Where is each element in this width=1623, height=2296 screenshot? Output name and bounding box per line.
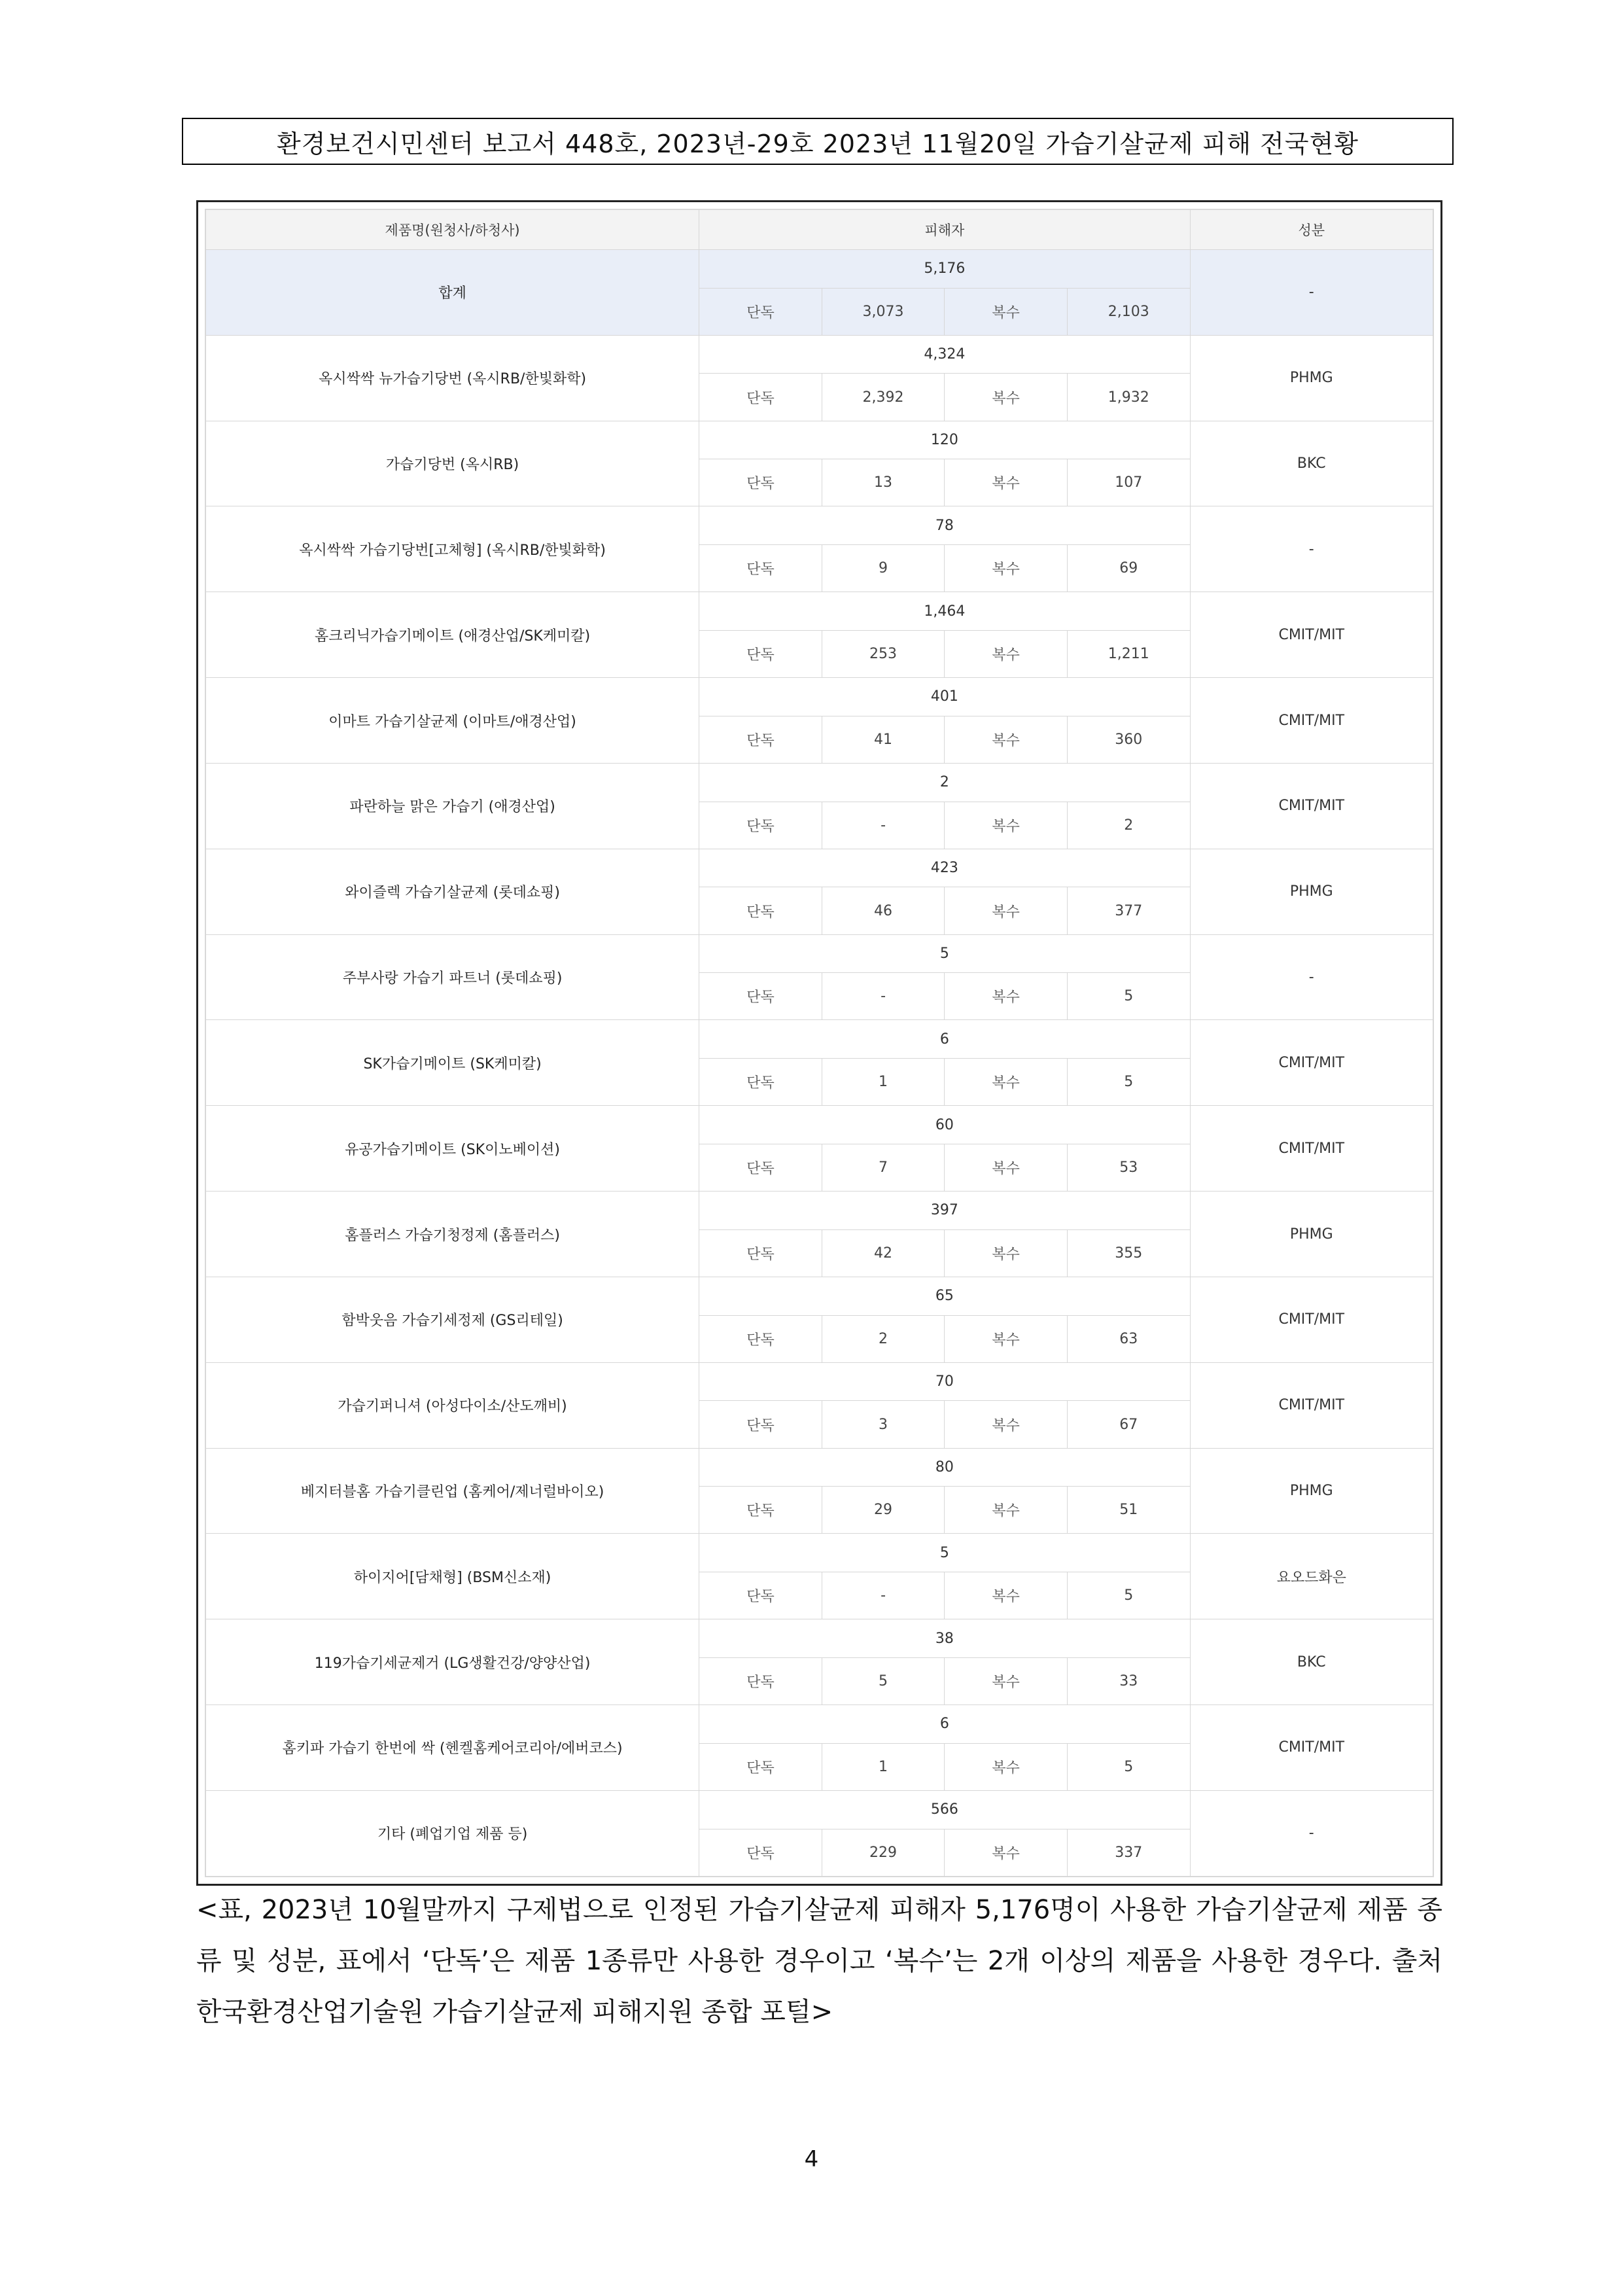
multi-count: 67 bbox=[1067, 1401, 1190, 1448]
single-label: 단독 bbox=[699, 1829, 822, 1876]
single-count: 3,073 bbox=[822, 288, 945, 335]
table-row bbox=[206, 1534, 1433, 1572]
multi-label: 복수 bbox=[945, 1059, 1068, 1106]
product-name: 합계 bbox=[206, 250, 699, 336]
report-header bbox=[182, 118, 1454, 165]
single-count: - bbox=[822, 802, 945, 849]
table-caption: <표, 2023년 10월말까지 구제법으로 인정된 가습기살균제 피해자 5,176명이 사용한 가습기살균제 제품 종류 및 성분, 표에서 ‘단독’은 제품 1종류만 사용한 경우이고 ‘복수’는 2개 이상의 제품을 사용한 경우다. 출처 한국환경산업기술원 가습기살균제 피해지원 종합 포털> bbox=[196, 1895, 1442, 2027]
victim-total: 5 bbox=[699, 1534, 1190, 1572]
single-count: 2 bbox=[822, 1315, 945, 1362]
single-count: 3 bbox=[822, 1401, 945, 1448]
product-name: 119가습기세균제거 (LG생활건강/양양산업) bbox=[206, 1619, 699, 1705]
product-name: 파란하늘 맑은 가습기 (애경산업) bbox=[206, 763, 699, 849]
product-name: 옥시싹싹 가습기당번[고체형] (옥시RB/한빛화학) bbox=[206, 506, 699, 592]
single-label: 단독 bbox=[699, 545, 822, 592]
multi-label: 복수 bbox=[945, 1829, 1068, 1876]
multi-count: 107 bbox=[1067, 459, 1190, 506]
multi-count: 5 bbox=[1067, 973, 1190, 1020]
single-label: 단독 bbox=[699, 887, 822, 934]
table-row bbox=[206, 1020, 1433, 1059]
multi-label: 복수 bbox=[945, 630, 1068, 677]
ingredient: PHMG bbox=[1190, 1448, 1433, 1534]
multi-label: 복수 bbox=[945, 1572, 1068, 1619]
table-row bbox=[206, 250, 1433, 289]
single-label: 단독 bbox=[699, 1059, 822, 1106]
single-label: 단독 bbox=[699, 973, 822, 1020]
victim-total: 120 bbox=[699, 421, 1190, 459]
single-count: 42 bbox=[822, 1229, 945, 1277]
multi-count: 2,103 bbox=[1067, 288, 1190, 335]
table-row bbox=[206, 1106, 1433, 1144]
victim-total: 5 bbox=[699, 934, 1190, 973]
single-label: 단독 bbox=[699, 1572, 822, 1619]
product-name: 홈키파 가습기 한번에 싹 (헨켈홈케어코리아/에버코스) bbox=[206, 1705, 699, 1791]
table-header-row bbox=[206, 210, 1433, 250]
multi-count: 1,932 bbox=[1067, 374, 1190, 421]
single-count: 7 bbox=[822, 1144, 945, 1191]
single-count: 9 bbox=[822, 545, 945, 592]
multi-count: 63 bbox=[1067, 1315, 1190, 1362]
victim-total: 4,324 bbox=[699, 335, 1190, 374]
multi-label: 복수 bbox=[945, 1657, 1068, 1704]
page-number: 4 bbox=[804, 2146, 819, 2172]
product-name: 옥시싹싹 뉴가습기당번 (옥시RB/한빛화학) bbox=[206, 335, 699, 421]
table-row bbox=[206, 678, 1433, 716]
single-count: 5 bbox=[822, 1657, 945, 1704]
single-count: 2,392 bbox=[822, 374, 945, 421]
table-row bbox=[206, 1790, 1433, 1829]
table-row bbox=[206, 1705, 1433, 1744]
table-row bbox=[206, 1192, 1433, 1230]
product-name: 가습기당번 (옥시RB) bbox=[206, 421, 699, 506]
victim-total: 566 bbox=[699, 1790, 1190, 1829]
ingredient: PHMG bbox=[1190, 335, 1433, 421]
ingredient: - bbox=[1190, 250, 1433, 336]
ingredient: 요오드화은 bbox=[1190, 1534, 1433, 1619]
single-label: 단독 bbox=[699, 716, 822, 763]
ingredient: CMIT/MIT bbox=[1190, 1106, 1433, 1192]
multi-label: 복수 bbox=[945, 1315, 1068, 1362]
ingredient: CMIT/MIT bbox=[1190, 592, 1433, 678]
product-name: 유공가습기메이트 (SK이노베이션) bbox=[206, 1106, 699, 1192]
table-row bbox=[206, 763, 1433, 802]
product-name: 하이지어[담채형] (BSM신소재) bbox=[206, 1534, 699, 1619]
multi-count: 51 bbox=[1067, 1487, 1190, 1534]
product-name: 홈크리닉가습기메이트 (애경산업/SK케미칼) bbox=[206, 592, 699, 678]
table-row bbox=[206, 1448, 1433, 1487]
ingredient: CMIT/MIT bbox=[1190, 1277, 1433, 1362]
ingredient: CMIT/MIT bbox=[1190, 678, 1433, 764]
table-row bbox=[206, 1619, 1433, 1658]
victim-total: 5,176 bbox=[699, 250, 1190, 289]
victim-total: 65 bbox=[699, 1277, 1190, 1315]
single-label: 단독 bbox=[699, 1401, 822, 1448]
single-count: 253 bbox=[822, 630, 945, 677]
table-row bbox=[206, 592, 1433, 631]
table-row bbox=[206, 849, 1433, 887]
single-count: 41 bbox=[822, 716, 945, 763]
victim-total: 2 bbox=[699, 763, 1190, 802]
product-name: 기타 (폐업기업 제품 등) bbox=[206, 1790, 699, 1876]
multi-count: 355 bbox=[1067, 1229, 1190, 1277]
single-label: 단독 bbox=[699, 459, 822, 506]
ingredient: CMIT/MIT bbox=[1190, 763, 1433, 849]
single-label: 단독 bbox=[699, 1657, 822, 1704]
multi-label: 복수 bbox=[945, 1229, 1068, 1277]
single-label: 단독 bbox=[699, 374, 822, 421]
multi-count: 360 bbox=[1067, 716, 1190, 763]
ingredient: CMIT/MIT bbox=[1190, 1362, 1433, 1448]
table-row bbox=[206, 335, 1433, 374]
victim-total: 80 bbox=[699, 1448, 1190, 1487]
product-name: 베지터블홈 가습기클린업 (홈케어/제너럴바이오) bbox=[206, 1448, 699, 1534]
single-count: 29 bbox=[822, 1487, 945, 1534]
single-count: 13 bbox=[822, 459, 945, 506]
multi-count: 2 bbox=[1067, 802, 1190, 849]
single-count: - bbox=[822, 973, 945, 1020]
damage-table-image bbox=[196, 200, 1442, 1886]
damage-table-container bbox=[205, 209, 1434, 1877]
ingredient: BKC bbox=[1190, 421, 1433, 506]
multi-count: 1,211 bbox=[1067, 630, 1190, 677]
single-label: 단독 bbox=[699, 630, 822, 677]
multi-label: 복수 bbox=[945, 1144, 1068, 1191]
single-label: 단독 bbox=[699, 802, 822, 849]
multi-label: 복수 bbox=[945, 802, 1068, 849]
multi-count: 337 bbox=[1067, 1829, 1190, 1876]
multi-label: 복수 bbox=[945, 545, 1068, 592]
ingredient: - bbox=[1190, 934, 1433, 1020]
multi-count: 5 bbox=[1067, 1059, 1190, 1106]
single-label: 단독 bbox=[699, 1315, 822, 1362]
table-row bbox=[206, 934, 1433, 973]
multi-label: 복수 bbox=[945, 973, 1068, 1020]
victim-total: 38 bbox=[699, 1619, 1190, 1658]
multi-label: 복수 bbox=[945, 374, 1068, 421]
table-row bbox=[206, 421, 1433, 459]
product-name: 홈플러스 가습기청정제 (홈플러스) bbox=[206, 1192, 699, 1277]
single-count: 229 bbox=[822, 1829, 945, 1876]
ingredient: PHMG bbox=[1190, 1192, 1433, 1277]
victim-total: 423 bbox=[699, 849, 1190, 887]
single-label: 단독 bbox=[699, 1144, 822, 1191]
victim-total: 6 bbox=[699, 1020, 1190, 1059]
multi-label: 복수 bbox=[945, 1743, 1068, 1790]
product-name: 와이즐렉 가습기살균제 (롯데쇼핑) bbox=[206, 849, 699, 934]
single-count: - bbox=[822, 1572, 945, 1619]
multi-label: 복수 bbox=[945, 288, 1068, 335]
single-label: 단독 bbox=[699, 1487, 822, 1534]
victim-total: 1,464 bbox=[699, 592, 1190, 631]
ingredient: CMIT/MIT bbox=[1190, 1705, 1433, 1791]
ingredient: - bbox=[1190, 1790, 1433, 1876]
table-row bbox=[206, 506, 1433, 545]
product-name: SK가습기메이트 (SK케미칼) bbox=[206, 1020, 699, 1106]
multi-count: 377 bbox=[1067, 887, 1190, 934]
multi-count: 5 bbox=[1067, 1743, 1190, 1790]
single-label: 단독 bbox=[699, 1229, 822, 1277]
damage-table bbox=[205, 209, 1433, 1877]
header-ingredient: 성분 bbox=[1190, 210, 1433, 250]
table-row bbox=[206, 1362, 1433, 1401]
multi-count: 5 bbox=[1067, 1572, 1190, 1619]
single-count: 1 bbox=[822, 1743, 945, 1790]
multi-label: 복수 bbox=[945, 1401, 1068, 1448]
victim-total: 60 bbox=[699, 1106, 1190, 1144]
table-row bbox=[206, 1277, 1433, 1315]
multi-label: 복수 bbox=[945, 459, 1068, 506]
single-count: 46 bbox=[822, 887, 945, 934]
multi-count: 69 bbox=[1067, 545, 1190, 592]
multi-label: 복수 bbox=[945, 716, 1068, 763]
ingredient: - bbox=[1190, 506, 1433, 592]
ingredient: PHMG bbox=[1190, 849, 1433, 934]
product-name: 가습기퍼니셔 (아성다이소/산도깨비) bbox=[206, 1362, 699, 1448]
single-label: 단독 bbox=[699, 1743, 822, 1790]
report-header-title: 환경보건시민센터 보고서 448호, 2023년-29호 2023년 11월20일 가습기살균제 피해 전국현황 bbox=[277, 129, 1359, 158]
table-body bbox=[206, 250, 1433, 1877]
multi-count: 53 bbox=[1067, 1144, 1190, 1191]
multi-count: 33 bbox=[1067, 1657, 1190, 1704]
victim-total: 70 bbox=[699, 1362, 1190, 1401]
product-name: 함박웃음 가습기세정제 (GS리테일) bbox=[206, 1277, 699, 1362]
single-label: 단독 bbox=[699, 288, 822, 335]
victim-total: 6 bbox=[699, 1705, 1190, 1744]
header-victims: 피해자 bbox=[699, 210, 1190, 250]
multi-label: 복수 bbox=[945, 1487, 1068, 1534]
single-count: 1 bbox=[822, 1059, 945, 1106]
victim-total: 401 bbox=[699, 678, 1190, 716]
ingredient: BKC bbox=[1190, 1619, 1433, 1705]
product-name: 이마트 가습기살균제 (이마트/애경산업) bbox=[206, 678, 699, 764]
victim-total: 78 bbox=[699, 506, 1190, 545]
ingredient: CMIT/MIT bbox=[1190, 1020, 1433, 1106]
header-product: 제품명(원청사/하청사) bbox=[206, 210, 699, 250]
product-name: 주부사랑 가습기 파트너 (롯데쇼핑) bbox=[206, 934, 699, 1020]
multi-label: 복수 bbox=[945, 887, 1068, 934]
victim-total: 397 bbox=[699, 1192, 1190, 1230]
